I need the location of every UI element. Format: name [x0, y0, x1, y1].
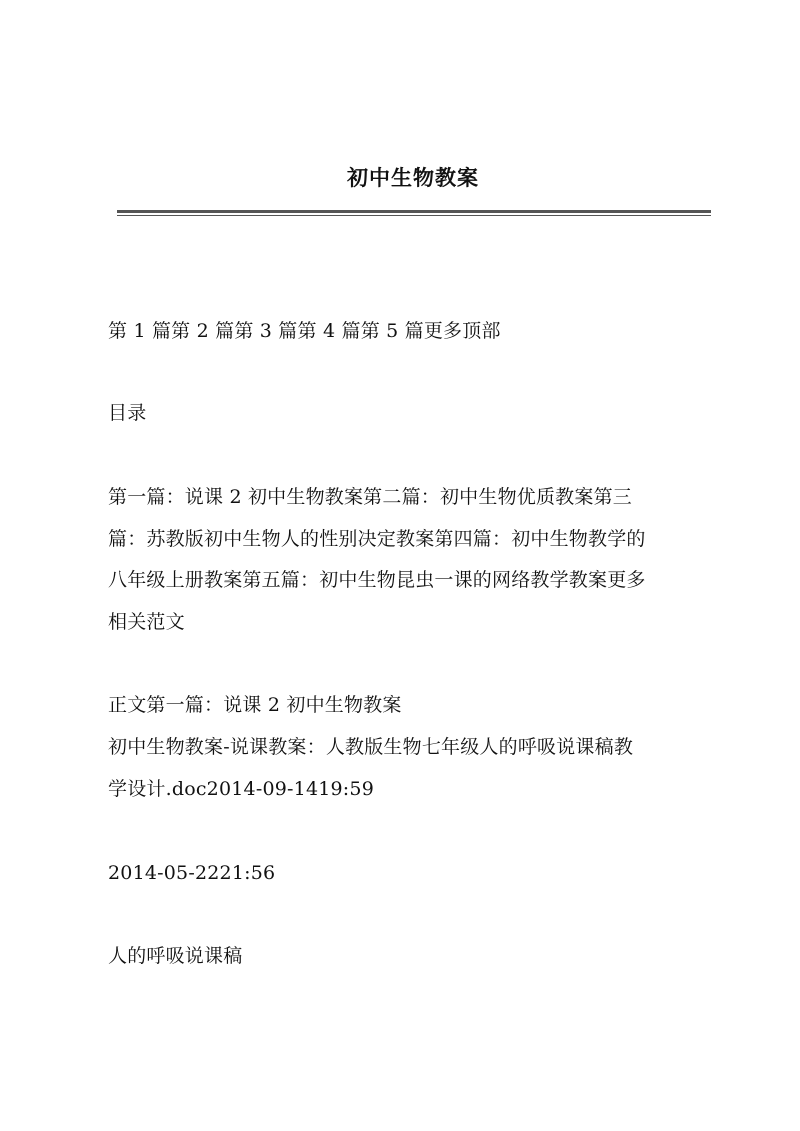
timestamp: 2014-05-2221:56	[108, 862, 276, 884]
page-title: 初中生物教案	[347, 165, 479, 190]
nav-link-part-3[interactable]: 第 3 篇	[234, 320, 298, 342]
section-nav	[108, 318, 718, 344]
doc-title-line: 学设计.doc2014-09-1419:59	[108, 778, 374, 800]
title-divider	[117, 210, 711, 216]
nav-link-top[interactable]: 顶部	[462, 320, 501, 342]
nav-link-part-2[interactable]: 第 2 篇	[171, 320, 235, 342]
toc-line: 八年级上册教案第五篇：初中生物昆虫一课的网络教学教案更多	[108, 569, 646, 591]
nav-link-part-1[interactable]: 第 1 篇	[108, 320, 172, 342]
nav-link-part-5[interactable]: 第 5 篇	[360, 320, 424, 342]
toc-line: 篇：苏教版初中生物人的性别决定教案第四篇：初中生物教学的	[108, 528, 646, 550]
toc-line: 第一篇：说课 2 初中生物教案第二篇：初中生物优质教案第三	[108, 486, 632, 508]
subtitle: 人的呼吸说课稿	[108, 945, 243, 967]
doc-title-line: 初中生物教案-说课教案：人教版生物七年级人的呼吸说课稿教	[108, 736, 634, 758]
toc-line: 相关范文	[108, 611, 185, 633]
nav-link-part-4[interactable]: 第 4 篇	[297, 320, 361, 342]
section-heading: 正文第一篇：说课 2 初中生物教案	[108, 694, 402, 716]
toc-heading: 目录	[108, 402, 147, 424]
nav-link-more[interactable]: 更多	[423, 320, 463, 342]
